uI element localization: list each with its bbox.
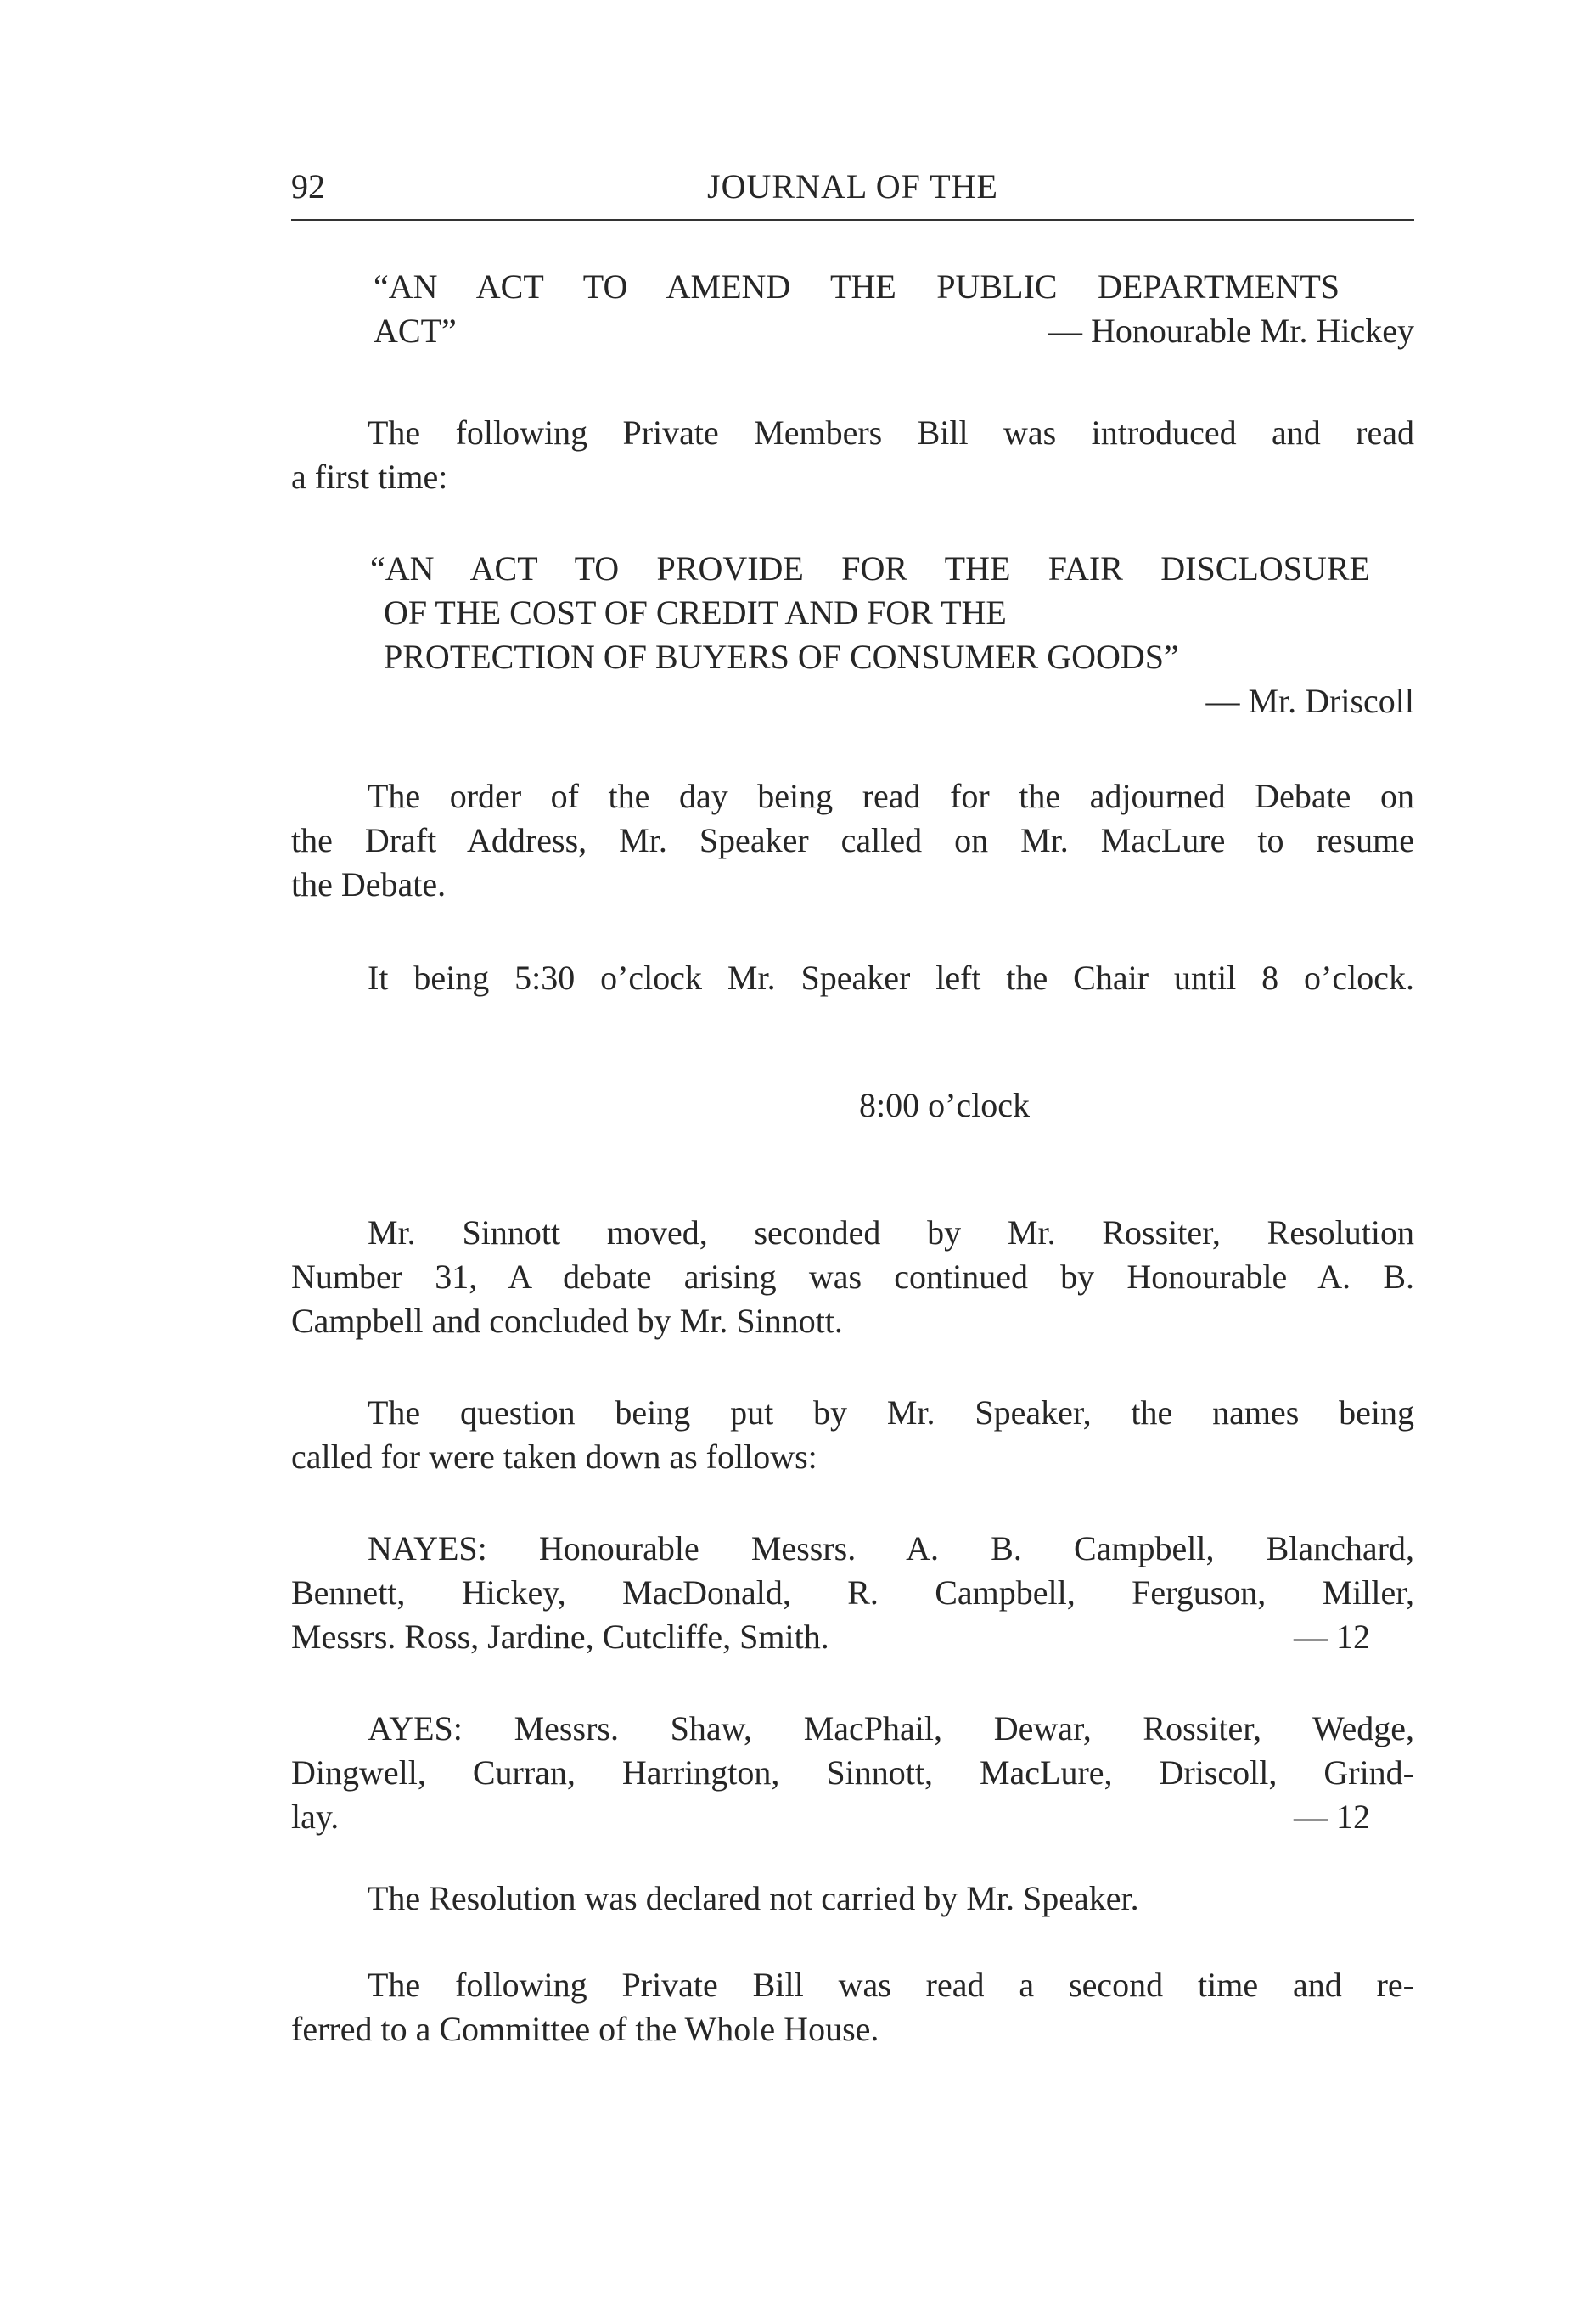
act-title-line: “AN ACT TO AMEND THE PUBLIC DEPARTMENTS	[374, 267, 1340, 306]
paragraph-line: The question being put by Mr. Speaker, the names being	[368, 1393, 1414, 1432]
vote-count: — 12	[1294, 1618, 1370, 1656]
paragraph-line: the Draft Address, Mr. Speaker called on Mr. MacLure to resume	[291, 821, 1414, 859]
paragraph-line: a first time:	[291, 458, 448, 496]
time-heading: 8:00 o’clock	[859, 1086, 1031, 1124]
paragraph-line: the Debate.	[291, 865, 447, 903]
paragraph-line: The Resolution was declared not carried by Mr. Speaker.	[368, 1879, 1139, 1917]
act-sponsor: — Mr. Driscoll	[1205, 682, 1414, 720]
paragraph-line: The following Private Members Bill was introduced and read	[368, 414, 1414, 452]
vote-list-line: lay.	[291, 1798, 340, 1836]
act-title-line: PROTECTION OF BUYERS OF CONSUMER GOODS”	[384, 638, 1179, 676]
paragraph-line: Mr. Sinnott moved, seconded by Mr. Rossiter, Resolution	[368, 1213, 1414, 1252]
act-title-line: “AN ACT TO PROVIDE FOR THE FAIR DISCLOSURE	[370, 549, 1370, 588]
paragraph-line: Campbell and concluded by Mr. Sinnott.	[291, 1302, 843, 1340]
header-rule	[291, 219, 1414, 221]
paragraph-line: It being 5:30 o’clock Mr. Speaker left the Chair until 8 o’clock.	[368, 959, 1414, 997]
page-number: 92	[291, 167, 325, 205]
running-head: JOURNAL OF THE	[707, 167, 998, 205]
vote-list-line: NAYES: Honourable Messrs. A. B. Campbell, Blanchard,	[368, 1529, 1414, 1567]
page-header	[291, 163, 1414, 211]
act-title-line: OF THE COST OF CREDIT AND FOR THE	[384, 594, 1007, 632]
vote-list-line: AYES: Messrs. Shaw, MacPhail, Dewar, Rossiter, Wedge,	[368, 1709, 1414, 1747]
vote-list-line: Bennett, Hickey, MacDonald, R. Campbell, Ferguson, Miller,	[291, 1573, 1414, 1612]
paragraph-line: called for were taken down as follows:	[291, 1438, 817, 1476]
paragraph-line: ferred to a Committee of the Whole House.	[291, 2010, 879, 2048]
vote-list-line: Messrs. Ross, Jardine, Cutcliffe, Smith.	[291, 1618, 829, 1656]
paragraph-line: Number 31, A debate arising was continued by Honourable A. B.	[291, 1258, 1414, 1296]
vote-count: — 12	[1294, 1798, 1370, 1836]
act-title-line: ACT”	[374, 312, 457, 350]
vote-list-line: Dingwell, Curran, Harrington, Sinnott, MacLure, Driscoll, Grind-	[291, 1753, 1414, 1792]
paragraph-line: The following Private Bill was read a second time and re-	[368, 1966, 1414, 2004]
paragraph-line: The order of the day being read for the adjourned Debate on	[368, 777, 1414, 815]
act-sponsor: — Honourable Mr. Hickey	[1048, 312, 1414, 350]
